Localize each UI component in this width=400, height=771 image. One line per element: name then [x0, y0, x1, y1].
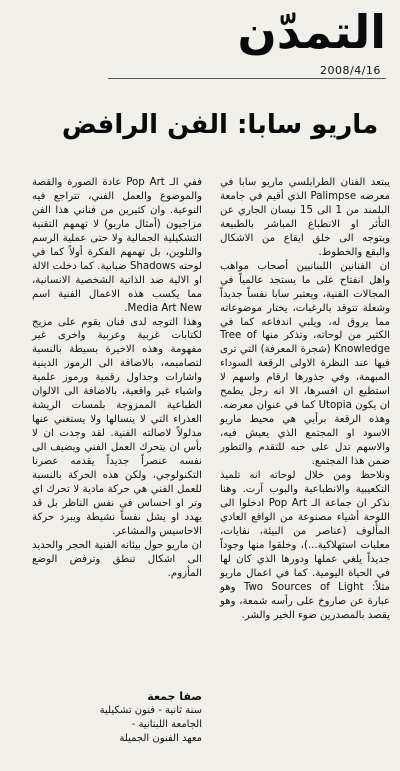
author-line: معهد الفنون الجميلة: [119, 733, 202, 744]
paragraph: ان الفنانين اللبنانيين أصحاب مواهب واهل انفتاح على ما يستجد عالمياً في المجالات الفنية، ويعتبر سابا نفساً جديداً وشعلة تتوقد بالرغبات، يختار موضوعاته مما يروق له، ويلبي اندفاعه كما في الكثير من لوحاته، وتذكر منها Tree of Knowledge (شجرة المعرفة) التي ترى فيها عند النظرة الاولى الرقعة السوداء المبهمة، وفي جذورها ارقام واسهم لا استطيع ان افسرها، الا انه رجل يطمح ان يكون Utopia كما في عنوان معرضه. وهذه الرقعة برأيي هي محيط ماريو الاسود او المجتمع الذي يعيش فيه، والاسهم تدل على حبه للتقدم والتطور ضمن هذا المجتمع.: [220, 260, 391, 468]
article-headline: ماريو سابا: الفن الرافض: [61, 110, 379, 140]
author-signature: [32, 690, 202, 746]
publication-date: 2008/4/16: [320, 64, 381, 77]
masthead: [180, 4, 392, 77]
paragraph: يبتعد الفنان الطرابلسي ماريو سابا في معرضه Palimpse الذي أقيم في جامعة البلمند من 1 الى 15 نيسان الجاري عن التأثر او الانطباع المباشر بالطبيعة ويتوجه الى خلق ايقاع من الاشكال والبقع والخطوط.: [220, 177, 390, 258]
paragraph: وهذا التوجه لدى فنان يقوم على مزيج لكتابات غربية وعربية واخرى غير مفهومة وهذه الاخيرة بسيطة بالنسبة لتصاميمه، بالاضافة الى الرموز الدينية واشارات وجداول رقمية ورموز علمية واشياء غير واقعية، بالاضافة الى الالوان الطباعية الممزوجة بلمسات الريشة العذراء التي لا ينسالها ولا يستغني عنها مدلولاً لاصالته الفنية. لقد وجدت ان لا بأس ان يتحرك العمل الفني ويضيف الى نفسه عنصراً جديداً يقدمه عصرنا التكنولوجي، ولكن هذه الحركة بالنسبة للعمل الفني هي حركة مادية لا تحرك اي وتر او احساس في نفس الناظر بل قد يهدد او يشل نفساً نشيطة ويبرد حركة الاحاسيس والمشاعر.: [32, 316, 202, 537]
author-line: سنة ثانية - فنون تشكيلية: [99, 705, 202, 716]
newspaper-logo: التمدّن: [237, 5, 386, 59]
author-name: صفا جمعة: [147, 690, 202, 703]
paragraph: ونلاحظ ومن خلال لوحاته انه تلميذ التكعيبية والانطباعية والبوب آرت. وهنا نذكر ان جماعة الـ Pop Art ادخلوا الى اللوحة أشياء مصنوعة من الواقع العادي المألوف (عناصر من البيئة، نفايات، معلبات استهلاكية...)، وخلقوا منها وجوداً جديداً يلغي عملها ودورها الذي كان لها في الحياة اليومية. كما في اعمال ماريو مثلاً: Two Sources of Light وهو عبارة عن صاروخ على رأسه شمعة، وهو يقصد بالمصدرين ضوء الخير والشر.: [220, 470, 391, 621]
header-divider: [108, 78, 386, 79]
paragraph: ففي الـ Pop Art عادة الصورة والقصة والموضوع والعمل الفني، تتراجع فيه النوعية. وان كثيرين من فناني هذا الفن مزاجيون (أمثال ماريو) لا تهمهم التقنية التشكيلية الجمالية ولا حتى عملية الرسم والتلوين، بل تهمهم الفكرة أولاً كما في لوحته Shadows ضبابية. كما دخلت الالة او الالية ضد الذاتية الشخصية الانسانية، مما يكسب هذه الاعمال الفنية اسم Media Art New.: [32, 177, 202, 314]
paragraph: ان ماريو حول بيئانه الفنية الحجر والحديد الى اشكال تنطق وترفض الوضع المأزوم.: [32, 539, 202, 579]
author-line: الجامعة اللبنانية -: [131, 719, 202, 730]
article-column-right: [220, 176, 390, 623]
article-column-left: [32, 176, 202, 581]
